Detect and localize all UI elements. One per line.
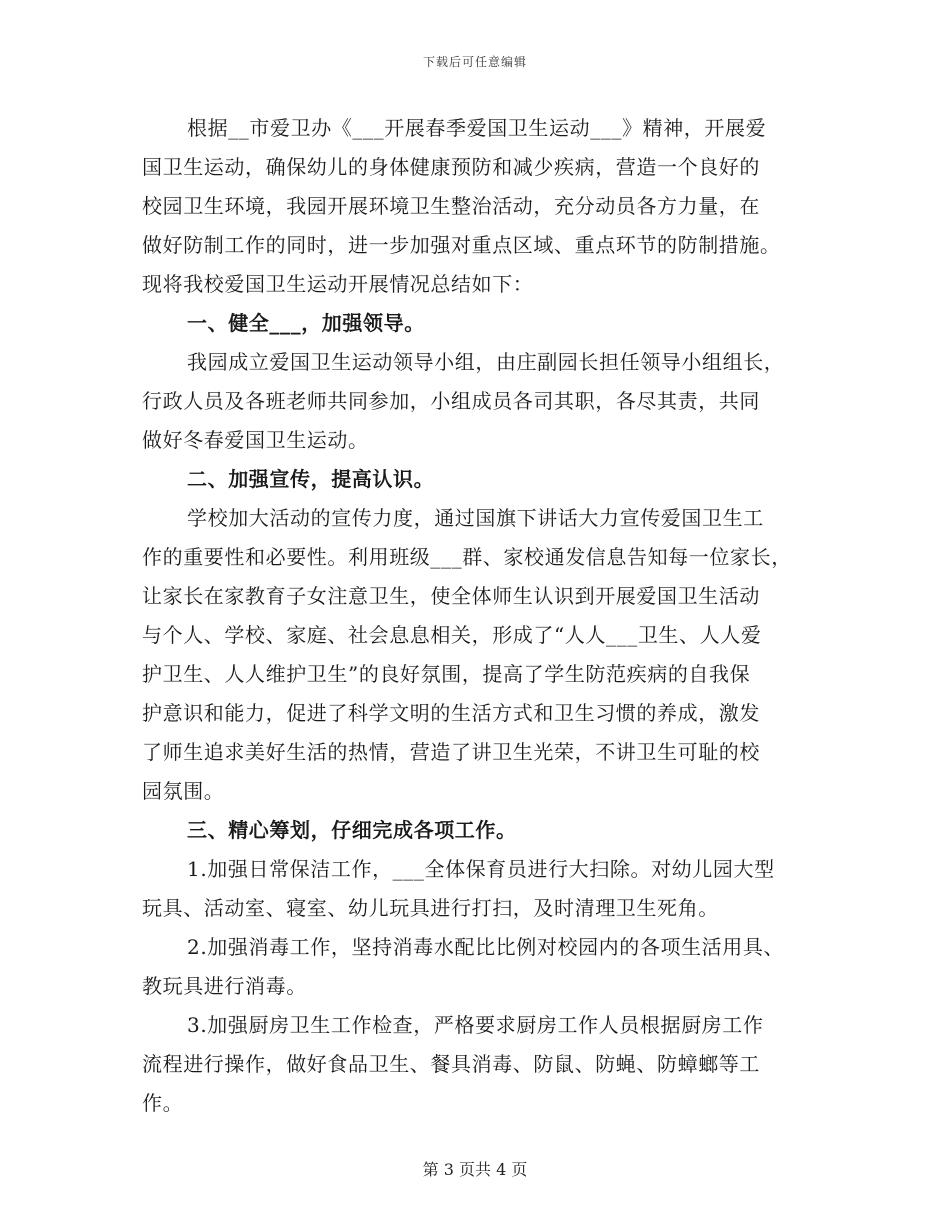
body-line: 作的重要性和必要性。利用班级___群、家校通发信息告知每一位家长， <box>142 545 792 569</box>
page-header: 下载后可任意编辑 <box>422 55 527 69</box>
body-line: 行政人员及各班老师共同参加，小组成员各司其职，各尽其责，共同 <box>142 389 760 413</box>
body-line: 做好防制工作的同时，进一步加强对重点区域、重点环节的防制措施。 <box>142 233 781 257</box>
section-heading: 一、健全___，加强领导。 <box>187 311 425 335</box>
body-line: 教玩具进行消毒。 <box>142 974 307 998</box>
body-line: 2.加强消毒工作，坚持消毒水配比比例对校园内的各项生活用具、 <box>187 935 785 959</box>
body-line: 园氛围。 <box>142 779 225 803</box>
body-line: 玩具、活动室、寝室、幼儿玩具进行打扫，及时清理卫生死角。 <box>142 896 719 920</box>
body-line: 校园卫生环境，我园开展环境卫生整治活动，充分动员各方力量，在 <box>142 194 760 218</box>
body-line: 1.加强日常保洁工作，___全体保育员进行大扫除。对幼儿园大型 <box>187 857 775 881</box>
body-line: 让家长在家教育子女注意卫生，使全体师生认识到开展爱国卫生活动 <box>142 584 760 608</box>
body-line: 作。 <box>142 1091 184 1115</box>
body-line: 国卫生运动，确保幼儿的身体健康预防和减少疾病，营造一个良好的 <box>142 155 760 179</box>
body-line: 流程进行操作，做好食品卫生、餐具消毒、防鼠、防蝇、防蟑螂等工 <box>142 1052 760 1076</box>
body-line: 做好冬春爱国卫生运动。 <box>142 428 369 452</box>
body-line: 学校加大活动的宣传力度，通过国旗下讲话大力宣传爱国卫生工 <box>187 506 764 530</box>
body-line: 根据__市爱卫办《___开展春季爱国卫生运动___》精神，开展爱 <box>187 116 767 140</box>
body-line: 现将我校爱国卫生运动开展情况总结如下： <box>142 272 534 296</box>
document-body <box>142 109 812 1123</box>
body-line: 护意识和能力，促进了科学文明的生活方式和卫生习惯的养成，激发 <box>142 701 760 725</box>
body-line: 我园成立爱国卫生运动领导小组，由庄副园长担任领导小组组长， <box>187 350 785 374</box>
section-heading: 三、精心筹划，仔细完成各项工作。 <box>187 818 517 842</box>
page-footer: 第 3 页共 4 页 <box>422 1160 528 1179</box>
section-heading: 二、加强宣传，提高认识。 <box>187 467 435 491</box>
body-line: 3.加强厨房卫生工作检查，严格要求厨房工作人员根据厨房工作 <box>187 1013 764 1037</box>
body-line: 与个人、学校、家庭、社会息息相关，形成了“人人___卫生、人人爱 <box>142 623 762 647</box>
body-line: 护卫生、人人维护卫生”的良好氛围，提高了学生防范疾病的自我保 <box>142 662 751 686</box>
body-line: 了师生追求美好生活的热情，营造了讲卫生光荣，不讲卫生可耻的校 <box>142 740 760 764</box>
